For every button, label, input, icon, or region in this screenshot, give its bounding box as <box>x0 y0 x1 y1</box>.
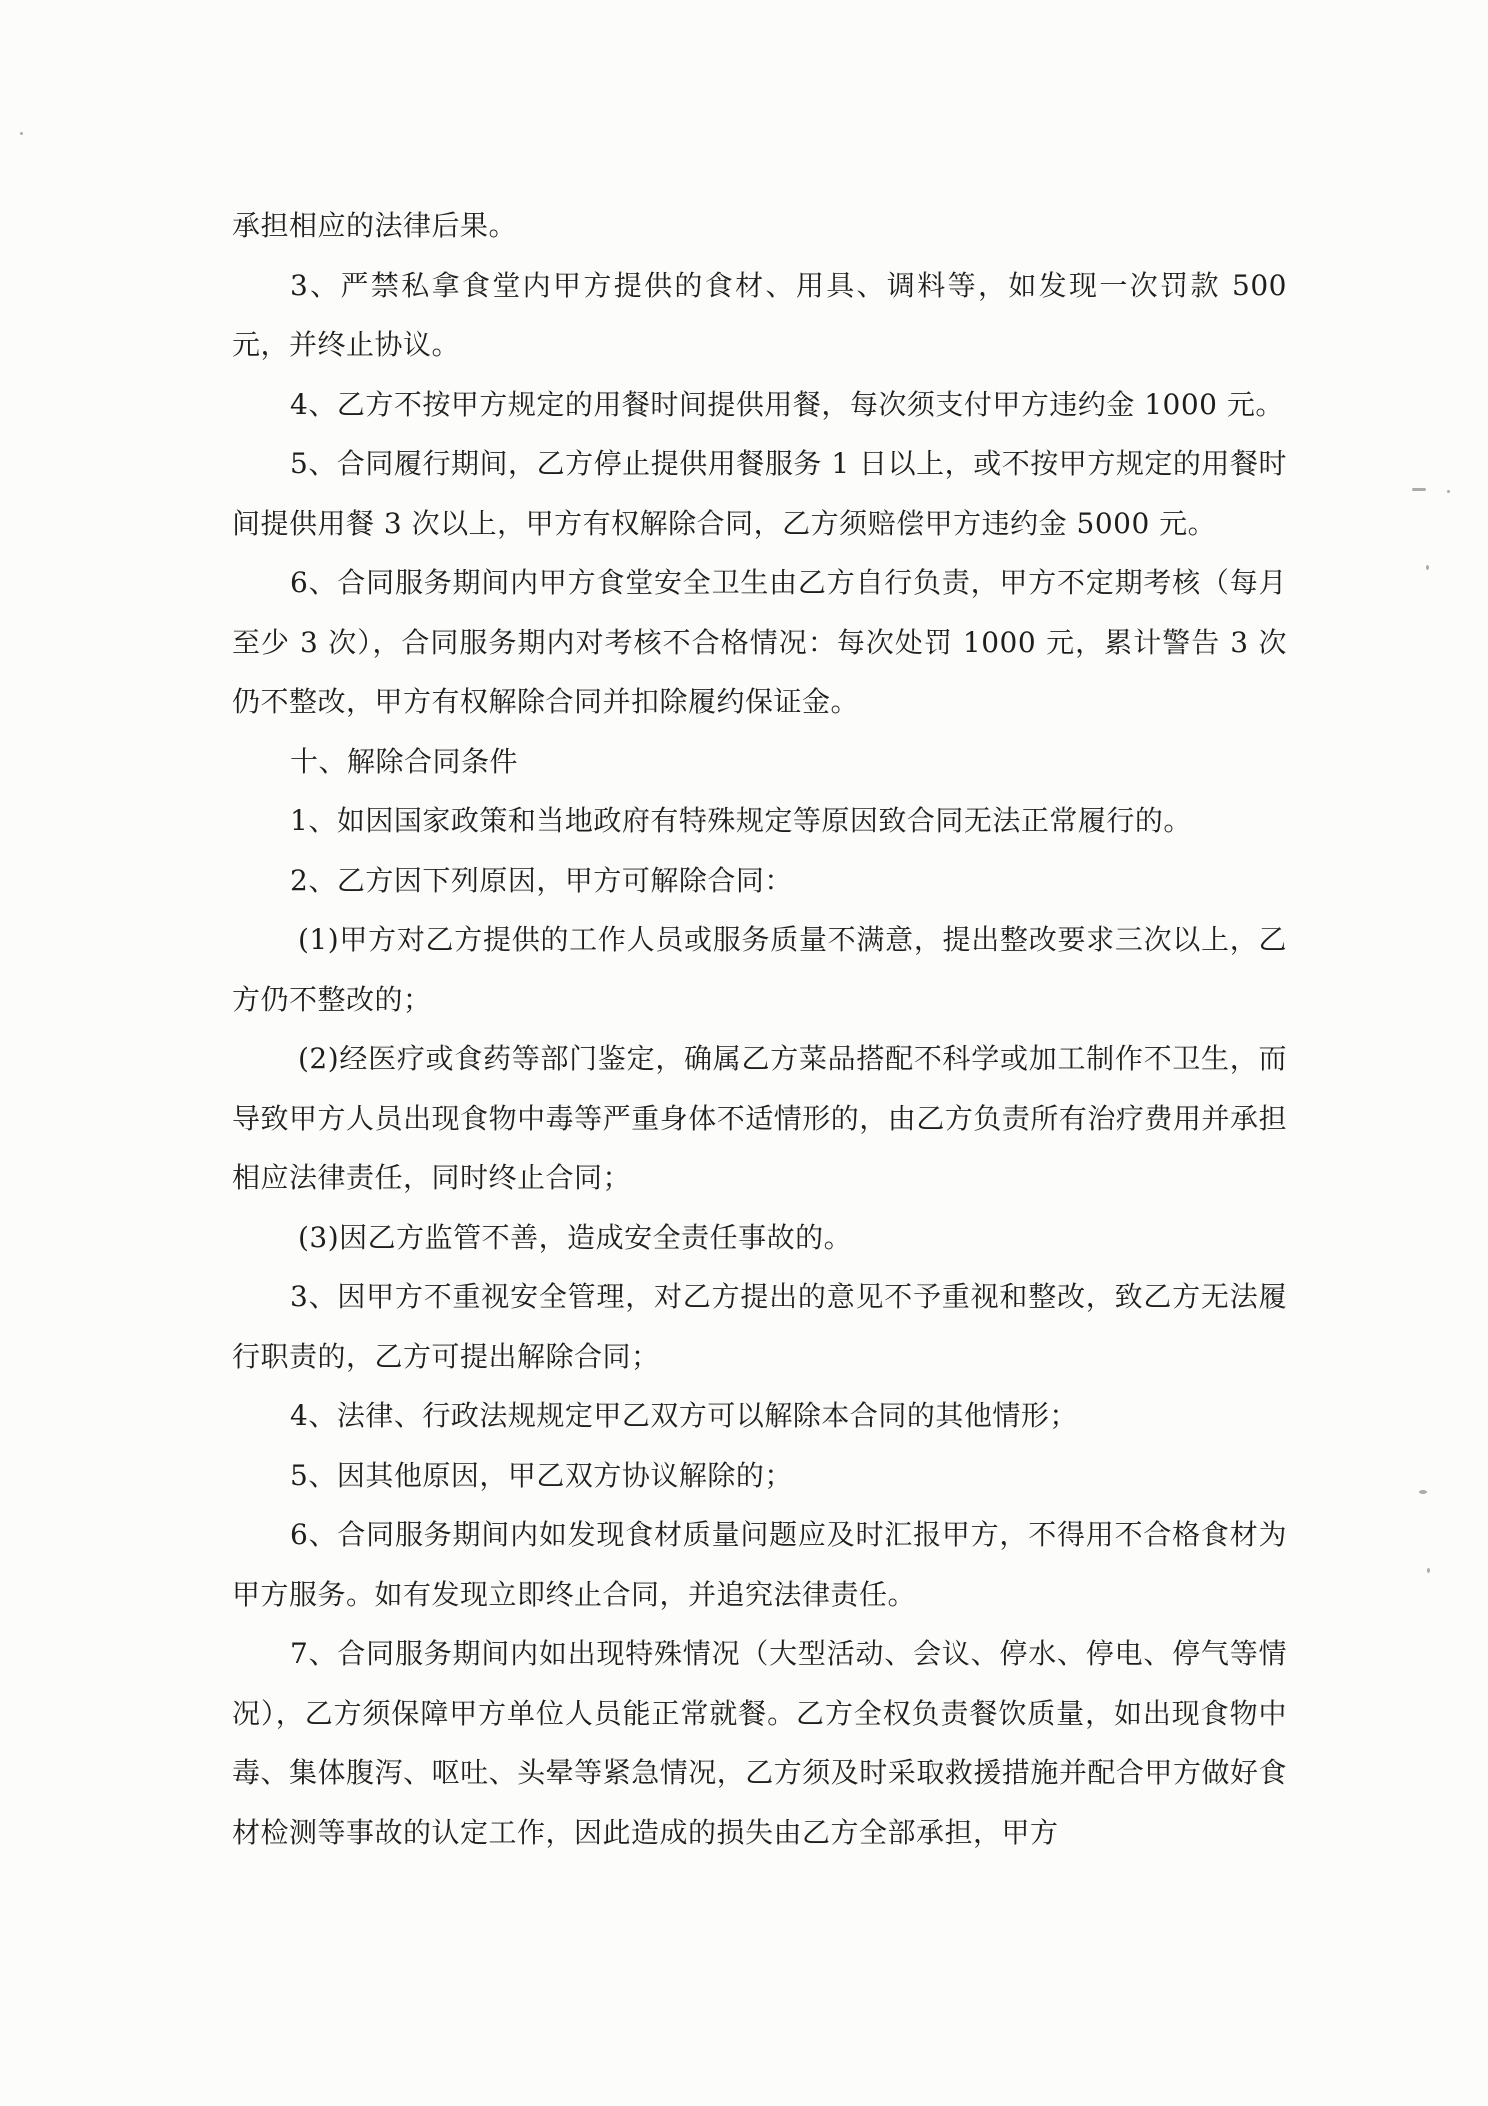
paragraph-termination-3-party-a: 3、因甲方不重视安全管理，对乙方提出的意见不予重视和整改，致乙方无法履行职责的，乙方可提出解除合同； <box>232 1280 1287 1373</box>
section-heading-termination: 十、解除合同条件 <box>290 744 519 778</box>
scan-speck <box>1447 490 1450 493</box>
scan-speck <box>20 132 23 135</box>
paragraph-termination-5-mutual: 5、因其他原因，甲乙双方协议解除的； <box>290 1458 793 1492</box>
paragraph-clause-6-hygiene-inspection: 6、合同服务期间内甲方食堂安全卫生由乙方自行负责，甲方不定期考核（每月至少 3 次），合同服务期内对考核不合格情况：每次处罚 1000 元，累计警告 3 次仍不整改，甲方有权解除合同并扣除履约保证金。 <box>232 566 1287 718</box>
paragraph-termination-7-special-cases: 7、合同服务期间内如出现特殊情况（大型活动、会议、停水、停电、停气等情况），乙方须保障甲方单位人员能正常就餐。乙方全权负责餐饮质量，如出现食物中毒、集体腹泻、呕吐、头晕等紧急情况，乙方须及时采取救援措施并配合甲方做好食材检测等事故的认定工作，因此造成的损失由乙方全部承担，甲方 <box>232 1637 1287 1849</box>
scan-speck <box>1412 488 1426 491</box>
paragraph-termination-6-food-quality: 6、合同服务期间内如发现食材质量问题应及时汇报甲方，不得用不合格食材为甲方服务。如有发现立即终止合同，并追究法律责任。 <box>232 1518 1287 1611</box>
paragraph-clause-4-meal-time-penalty: 4、乙方不按甲方规定的用餐时间提供用餐，每次须支付甲方违约金 1000 元。 <box>290 387 1284 421</box>
paragraph-termination-2-sub-3: (3)因乙方监管不善，造成安全责任事故的。 <box>298 1220 853 1254</box>
scan-speck <box>1426 565 1429 570</box>
scan-speck <box>1427 1568 1430 1573</box>
paragraph-termination-2-sub-1: (1)甲方对乙方提供的工作人员或服务质量不满意，提出整改要求三次以上，乙方仍不整改的； <box>232 923 1287 1016</box>
scan-speck <box>1419 1490 1427 1494</box>
paragraph-termination-4-law: 4、法律、行政法规规定甲乙双方可以解除本合同的其他情形； <box>290 1399 1078 1432</box>
paragraph-termination-2-party-b: 2、乙方因下列原因，甲方可解除合同： <box>290 863 793 897</box>
contract-text-body <box>232 196 1287 1862</box>
paragraph-clause-3-theft-penalty: 3、严禁私拿食堂内甲方提供的食材、用具、调料等，如发现一次罚款 500 元，并终止协议。 <box>232 268 1287 361</box>
paragraph-legal-consequences: 承担相应的法律后果。 <box>232 209 518 242</box>
paragraph-termination-2-sub-2: (2)经医疗或食药等部门鉴定，确属乙方菜品搭配不科学或加工制作不卫生，而导致甲方人员出现食物中毒等严重身体不适情形的，由乙方负责所有治疗费用并承担相应法律责任，同时终止合同； <box>232 1042 1287 1194</box>
paragraph-termination-1-policy: 1、如因国家政策和当地政府有特殊规定等原因致合同无法正常履行的。 <box>290 804 1192 837</box>
paragraph-clause-5-service-stop: 5、合同履行期间，乙方停止提供用餐服务 1 日以上，或不按甲方规定的用餐时间提供用餐 3 次以上，甲方有权解除合同，乙方须赔偿甲方违约金 5000 元。 <box>232 447 1287 540</box>
